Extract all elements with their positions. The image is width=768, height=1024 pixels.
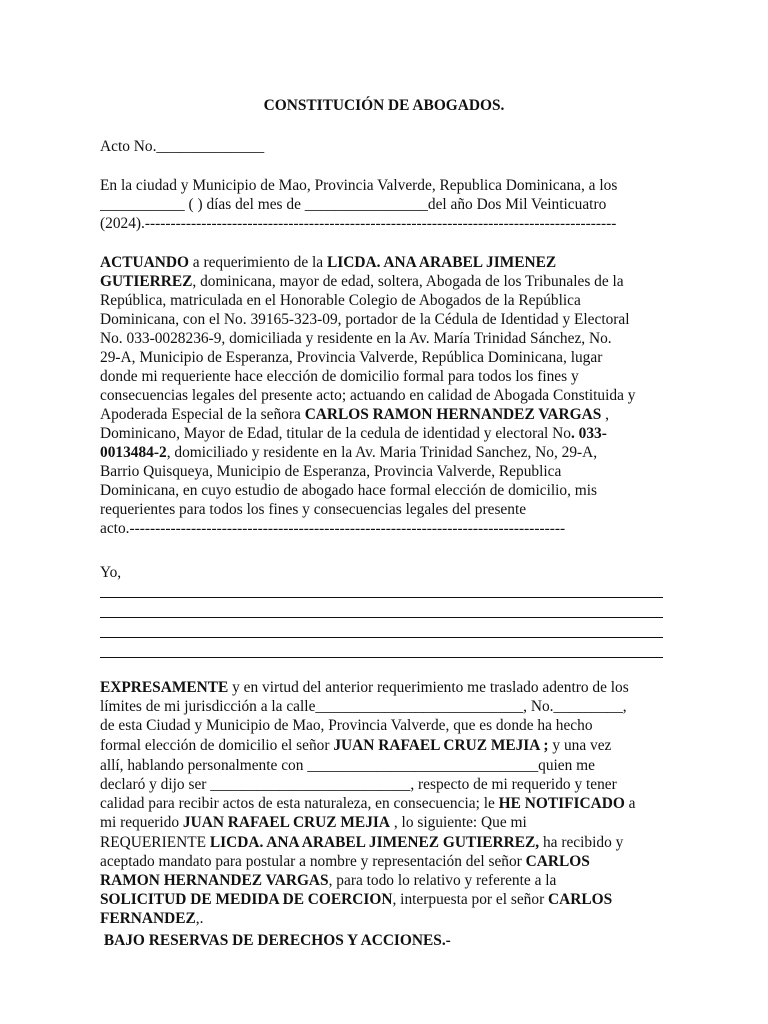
actuando-line: No. 033-0028236-9, domiciliada y residente en la Av. María Trinidad Sánchez, No. [100, 330, 612, 347]
expresamente-text: formal elección de domicilio el señor [100, 737, 334, 754]
expresamente-text: mi requerido [100, 814, 183, 831]
actuando-line [100, 443, 670, 462]
actuando-line: requerientes para todos los fines y consecuencias legales del presente [100, 501, 527, 518]
expresamente-text: ,. [195, 910, 204, 927]
blank-line [100, 597, 663, 598]
actuando-line: República, matriculada en el Honorable Colegio de Abogados de la República [100, 292, 581, 309]
expresamente-line [100, 852, 670, 871]
expresamente-text: y una vez [548, 737, 612, 754]
actuando-keyword: ACTUANDO [100, 254, 189, 271]
actuando-line: Barrio Quisqueya, Municipio de Esperanza, Provincia Valverde, Republica [100, 463, 562, 480]
actuando-line [100, 272, 670, 291]
intro-line: En la ciudad y Municipio de Mao, Provincia Valverde, Republica Dominicana, a los [100, 177, 618, 194]
notified-person-name: JUAN RAFAEL CRUZ MEJIA ; [333, 737, 549, 754]
expresamente-text: ha recibido y [539, 834, 624, 851]
blank-line [100, 637, 663, 638]
expresamente-line [100, 909, 203, 928]
actuando-line: consecuencias legales del presente acto; actuando en calidad de Abogada Constituida y [100, 387, 636, 404]
actuando-line [100, 405, 670, 424]
plaintiff-name: CARLOS [548, 891, 613, 908]
document-title: CONSTITUCIÓN DE ABOGADOS. [263, 97, 505, 114]
expresamente-text: y en virtud del anterior requerimiento me traslado adentro de los [228, 679, 629, 696]
expresamente-keyword: EXPRESAMENTE [100, 679, 229, 696]
cedula-number: 0013484-2 [100, 444, 167, 461]
acto-number: Acto No.______________ [100, 138, 265, 155]
client-name: CARLOS [525, 853, 590, 870]
actuando-line: donde mi requeriente hace elección de domicilio formal para todos los fines y [100, 368, 579, 385]
expresamente-line: allí, hablando personalmente con ______________________________quien me [100, 757, 595, 774]
expresamente-line: límites de mi jurisdicción a la calle___________________________, No._________, [100, 698, 627, 715]
expresamente-text: aceptado mandato para postular a nombre y representación del señor [100, 853, 526, 870]
actuando-text: Apoderada Especial de la señora [100, 406, 305, 423]
actuando-text: Dominicano, Mayor de Edad, titular de la cedula de identidad y electoral No [100, 425, 571, 442]
actuando-line: Dominicana, en cuyo estudio de abogado hace formal elección de domicilio, mis [100, 482, 598, 499]
plaintiff-name: FERNANDEZ [100, 910, 196, 927]
actuando-line: acto.------------------------------------------------------------------------------------- [100, 520, 566, 537]
case-subject: SOLICITUD DE MEDIDA DE COERCION [100, 891, 393, 908]
actuando-text: , dominicana, mayor de edad, soltera, Abogada de los Tribunales de la [192, 273, 624, 290]
expresamente-line: declaró y dijo ser __________________________, respecto de mi requerido y tener [100, 776, 617, 793]
expresamente-line [100, 736, 670, 755]
expresamente-text: , lo siguiente: Que mi [390, 814, 527, 831]
cedula-number: . 033- [570, 425, 607, 442]
actuando-line [100, 253, 670, 272]
blank-line [100, 657, 663, 658]
closing-reservation: BAJO RESERVAS DE DERECHOS Y ACCIONES.- [100, 932, 451, 949]
expresamente-text: , para todo lo relativo y referente a la [328, 872, 557, 889]
actuando-line [100, 424, 670, 443]
expresamente-line [100, 678, 670, 697]
expresamente-line [100, 871, 670, 890]
lawyer-name: LICDA. ANA ARABEL JIMENEZ GUTIERREZ, [209, 834, 540, 851]
expresamente-line [100, 813, 670, 832]
client-name: RAMON HERNANDEZ VARGAS [100, 872, 329, 889]
actuando-line: 29-A, Municipio de Esperanza, Provincia Valverde, República Dominicana, lugar [100, 349, 603, 366]
expresamente-text: REQUERIENTE [100, 834, 210, 851]
expresamente-text: , interpuesta por el señor [392, 891, 549, 908]
expresamente-line [100, 833, 670, 852]
expresamente-line [100, 890, 670, 909]
expresamente-text: a [624, 795, 636, 812]
notified-keyword: HE NOTIFICADO [498, 795, 625, 812]
client-name: CARLOS RAMON HERNANDEZ VARGAS [304, 406, 602, 423]
intro-line: (2024).-------------------------------------------------------------------------------------------- [100, 215, 617, 232]
actuando-line: Dominicana, con el No. 39165-323-09, portador de la Cédula de Identidad y Electoral [100, 311, 630, 328]
lawyer-name: LICDA. ANA ARABEL JIMENEZ [326, 254, 557, 271]
lawyer-name: GUTIERREZ [100, 273, 193, 290]
expresamente-line [100, 794, 670, 813]
expresamente-line: de esta Ciudad y Municipio de Mao, Provincia Valverde, que es donde ha hecho [100, 717, 593, 734]
notified-person-name: JUAN RAFAEL CRUZ MEJIA [182, 814, 390, 831]
expresamente-text: calidad para recibir actos de esta naturaleza, en consecuencia; le [100, 795, 499, 812]
actuando-text: a requerimiento de la [188, 254, 327, 271]
actuando-text: , [601, 406, 609, 423]
blank-line [100, 617, 663, 618]
intro-line: ___________ ( ) días del mes de ________________del año Dos Mil Veinticuatro [100, 196, 607, 213]
actuando-text: , domiciliado y residente en la Av. Maria Trinidad Sanchez, No, 29-A, [166, 444, 598, 461]
yo-label: Yo, [100, 564, 122, 581]
